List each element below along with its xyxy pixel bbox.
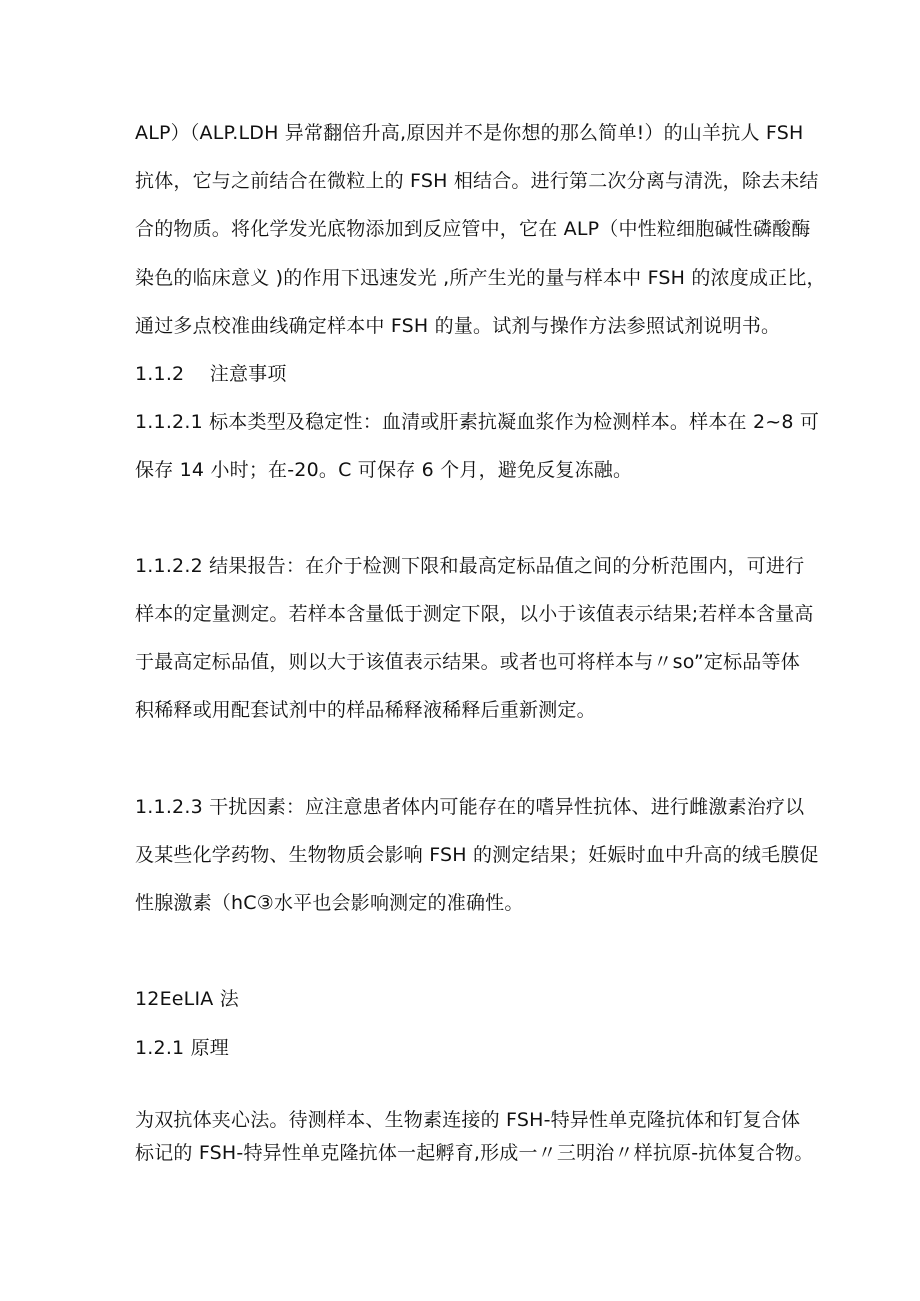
para-1-1-2-2-line-3: 于最高定标品值，则以大于该值表示结果。或者也可将样本与〃so”定标品等体 (135, 651, 800, 673)
para-1-1-2-3-line-1: 1.1.2.3 干扰因素：应注意患者体内可能存在的嗜异性抗体、进行雌激素治疗以 (135, 796, 805, 818)
para1-line-5: 通过多点校准曲线确定样本中 FSH 的量。试剂与操作方法参照试剂说明书。 (135, 315, 781, 337)
section-heading-1-1-2: 1.1.2 注意事项 (135, 363, 287, 385)
para1-line-1: ALP）（ALP.LDH 异常翻倍升高,原因并不是你想的那么简单!）的山羊抗人 FSH (135, 122, 804, 144)
para-1-1-2-1-line-1: 1.1.2.1 标本类型及稳定性：血清或肝素抗凝血浆作为检测样本。样本在 2~8 可 (135, 411, 820, 433)
section-heading-1-2-1: 1.2.1 原理 (135, 1037, 229, 1059)
para-1-1-2-2-line-1: 1.1.2.2 结果报告：在介于检测下限和最高定标品值之间的分析范围内，可进行 (135, 555, 805, 577)
para1-line-4: 染色的临床意义 )的作用下迅速发光 ,所产生光的量与样本中 FSH 的浓度成正比， (135, 267, 826, 289)
para1-line-2: 抗体，它与之前结合在微粒上的 FSH 相结合。进行第二次分离与清洗，除去未结 (135, 170, 819, 192)
para-1-1-2-3-line-2: 及某些化学药物、生物物质会影响 FSH 的测定结果；妊娠时血中升高的绒毛膜促 (135, 844, 819, 866)
para-1-1-2-3-line-3: 性腺激素（hC③水平也会影响测定的准确性。 (135, 892, 524, 914)
para-1-2-1-line-2: 标记的 FSH-特异性单克隆抗体一起孵育,形成一〃三明治〃样抗原-抗体复合物。 (135, 1142, 814, 1164)
section-heading-1-2: 12EeLIA 法 (135, 988, 239, 1010)
para-1-1-2-1-line-2: 保存 14 小时；在-20。C 可保存 6 个月，避免反复冻融。 (135, 459, 633, 481)
para-1-2-1-line-1: 为双抗体夹心法。待测样本、生物素连接的 FSH-特异性单克隆抗体和钉复合体 (135, 1109, 801, 1131)
para-1-1-2-2-line-2: 样本的定量测定。若样本含量低于测定下限，以小于该值表示结果;若样本含量高 (135, 603, 814, 625)
para1-line-3: 合的物质。将化学发光底物添加到反应管中，它在 ALP（中性粒细胞碱性磷酸酶 (135, 218, 811, 240)
para-1-1-2-2-line-4: 积稀释或用配套试剂中的样品稀释液稀释后重新测定。 (135, 699, 596, 721)
